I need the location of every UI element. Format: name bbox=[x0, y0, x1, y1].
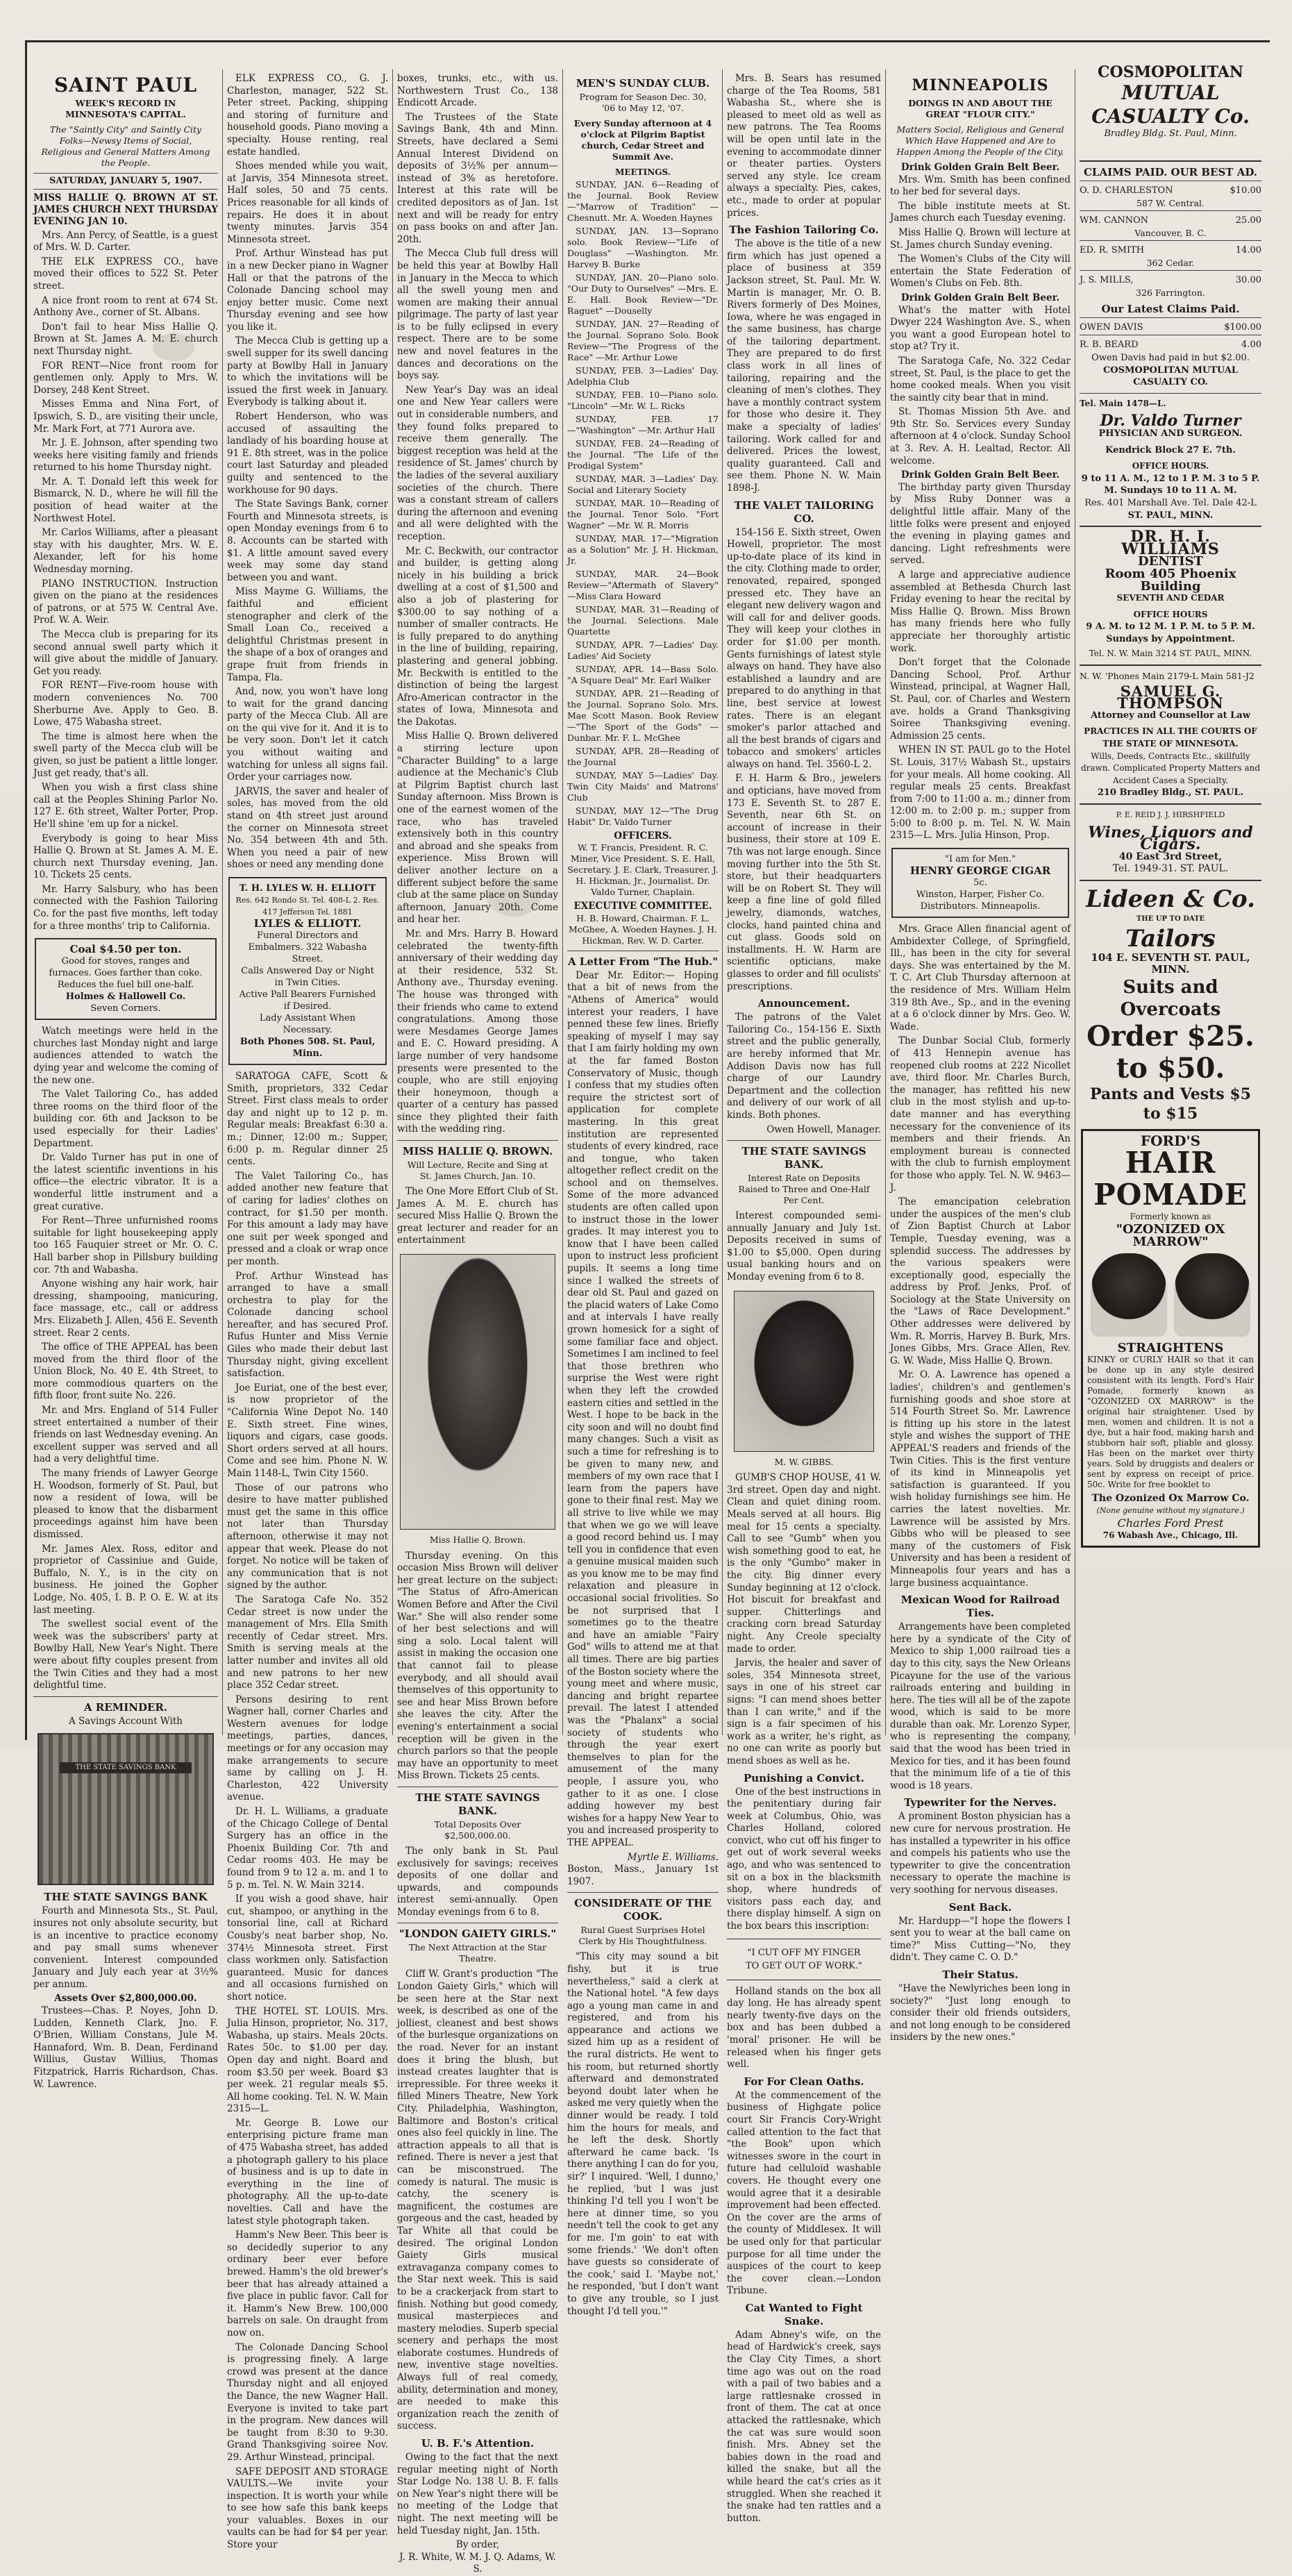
item: Mr. J. E. Johnson, after spending two weeks here visiting family and friends returned to his home Thursday night. bbox=[33, 437, 218, 474]
item: For Rent—Three unfurnished rooms suitable for light housekeeping apply too 165 Fauquier street or Mr. O. C. Hall barber shop in Pillsbury building cor. 7th and Wabasha. bbox=[33, 1215, 218, 1276]
item: boxes, trunks, etc., with us. Northwestern Trust Co., 138 Endicott Arcade. bbox=[397, 73, 558, 109]
claim-name: R. B. BEARD bbox=[1080, 340, 1139, 350]
claim-name: ED. R. SMITH bbox=[1080, 245, 1145, 256]
hours-heading: OFFICE HOURS. bbox=[1132, 461, 1209, 471]
item: WHEN IN ST. PAUL go to the Hotel St. Louis, 317½ Wabash St., upstairs for your meals. All home cooking. All regular meals 25 cents. Breakfast from 7:00 to 11:00 a. m.; dinner from 12:00 m. to 2:00 p. m.; supper from 5:00 to 8:00 p. m. Tel. N. W. Main 2315—L. Mrs. Julia Hinson, Prop. bbox=[890, 744, 1071, 842]
column-three bbox=[397, 73, 558, 2575]
column-rule bbox=[722, 69, 723, 1735]
section-subtext: The "Saintly City" and Saintly City Folks—Newsy Items of Social, Religious and General Matters Among the People. bbox=[41, 124, 210, 168]
section-heading: MINNEAPOLIS bbox=[912, 76, 1049, 94]
program-entry: SUNDAY, MAY 5—Ladies' Day. Twin City Maids' and Matrons' Club bbox=[567, 769, 719, 803]
item: Joe Euriat, one of the best ever, is now proprietor of the "California Wine Depot No. 140 E. Sixth street. Fine wines, liquors and cigars, case goods. Short orders served at all hours. Come and see him. Phone N. W. Main 1148-L, Twin City 1560. bbox=[227, 1382, 388, 1479]
wine-proprietors: P. E. REID J. J. HIRSHFIELD bbox=[1116, 810, 1225, 819]
article-body: Holland stands on the box all day long. He has already spent nearly twenty-five days on the box and has been dubbed a 'moral' prisoner. He will be released when his finger gets well. bbox=[727, 1985, 881, 2071]
item: Mrs. B. Sears has resumed charge of the Tea Rooms, 581 Wabasha St., where she is pleased to meet old as well as new patrons. The Tea Rooms will be open until late in the evening to accommodate dinner or theater parties. Oysters served any style. Ice cream always a specialty. Pies, cakes, etc., made to order at popular prices. bbox=[727, 73, 881, 219]
straightens: STRAIGHTENS bbox=[1117, 1341, 1224, 1356]
item: SAFE DEPOSIT AND STORAGE VAULTS.—We invite your inspection. It is worth your while to see how safe this bank keeps your valuables. Boxes in our vaults can be had for $4 per year. Store your bbox=[227, 2466, 388, 2551]
article-heading: THE STATE SAVINGS BANK. bbox=[415, 1791, 540, 1817]
claim-name: WM. CANNON bbox=[1080, 215, 1149, 226]
hours-sunday: Sundays by Appointment. bbox=[1106, 633, 1235, 644]
article-heading: Punishing a Convict. bbox=[744, 1771, 864, 1784]
divider bbox=[397, 1140, 558, 1141]
latest-claims-heading: Our Latest Claims Paid. bbox=[1101, 303, 1240, 315]
logo-address: Bradley Bldg. St. Paul, Minn. bbox=[1104, 128, 1237, 139]
claim-amount: 30.00 bbox=[1235, 275, 1261, 285]
item: Anyone wishing any hair work, hair dressing, shampooing, manicuring, face massage, etc., call or address Mrs. Elizabeth J. Allen, 456 E. Seventh street. Rear 2 cents. bbox=[33, 1278, 218, 1339]
ad-line: Active Pall Bearers Furnished if Desired. bbox=[239, 989, 376, 1012]
article-subheading: The Next Attraction at the Star Theatre. bbox=[409, 1942, 546, 1964]
article-heading: MISS HALLIE Q. BROWN. bbox=[402, 1145, 553, 1158]
lawyer-services: Wills, Deeds, Contracts Etc., skillfully drawn. Complicated Property Matters and Accident Cases a Specialty. bbox=[1080, 751, 1261, 785]
article-heading: Announcement. bbox=[757, 997, 850, 1010]
dentist-ad bbox=[1080, 526, 1261, 666]
claim-amount: 25.00 bbox=[1235, 215, 1261, 226]
meetings-info: Every Sunday afternoon at 4 o'clock at Pilgrim Baptist church, Cedar Street and Summit Ave. bbox=[573, 118, 712, 162]
logo-line: MUTUAL CASUALTY Co. bbox=[1091, 81, 1250, 128]
article-subheading: Will Lecture, Recite and Sing at St. James Church, Jan. 10. bbox=[407, 1160, 548, 1182]
item: Mr. O. A. Lawrence has opened a ladies', children's and gentlemen's furnishing goods and shoe store at 514 Fourth Street So. Mr. Lawrence is fitting up his store in the latest style and wishes the support of THE APPEAL'S readers and friends of the Twin Cities. This is the first venture of its kind in Minneapolis yet satisfaction is guaranteed. If you wish holiday furnishings see him. He carries the latest novelties. Mr. Lawrence will be assisted by Mrs. Gibbs who will be pleased to see many of the customers of Fisk University and has been a resident of Minneapolis four years and has a large business acquaintance. bbox=[890, 1369, 1071, 1589]
article-subheading: Rural Guest Surprises Hotel Clerk by His Thoughtfulness. bbox=[578, 1925, 707, 1947]
item: Mr. and Mrs. England of 514 Fuller street entertained a number of their friends on last Wednesday evening. An excellent supper was served and all had a very delightful time. bbox=[33, 1405, 218, 1465]
price-line: Order $25. to $50. bbox=[1087, 1019, 1255, 1085]
phone-numbers: N. W. 'Phones Main 2179-L Main 581-J2 bbox=[1080, 671, 1255, 682]
article-body: Mr. Hardupp—"I hope the flowers I sent you to wear at the ball came on time?" Miss Cutting—"No, they didn't. They came C. O. D." bbox=[890, 1915, 1071, 1964]
tailors-tagline: THE UP TO DATE bbox=[1136, 914, 1205, 923]
article-heading: Sent Back. bbox=[948, 1900, 1012, 1914]
item: The Mecca club is preparing for its second annual swell party which it will give about the middle of January. Get you ready. bbox=[33, 629, 218, 677]
claims-note: Owen Davis had paid in but $2.00. bbox=[1091, 353, 1250, 363]
claim-row bbox=[1080, 317, 1261, 335]
cigar-distributors: Distributors. Minneapolis. bbox=[920, 901, 1041, 912]
cigar-ad bbox=[891, 848, 1069, 918]
article-subheading: Interest Rate on Deposits Raised to Three and One-Half Per Cent. bbox=[738, 1173, 870, 1206]
item: PIANO INSTRUCTION. Instruction given on the piano at the residences of patrons, or at 575 W. Central Ave. Prof. W. A. Weir. bbox=[33, 578, 218, 626]
item: FOR RENT—Five-room house with modern conveniences No. 700 Sherburne Ave. Apply to Geo. B. Lowe, 475 Wabasha street. bbox=[33, 680, 218, 728]
program-entry: SUNDAY, APR. 28—Reading of the Journal bbox=[567, 745, 719, 767]
claim-amount: $100.00 bbox=[1224, 322, 1261, 333]
program-entry: SUNDAY, APR. 21—Reading of the Journal. Soprano Solo. Mrs. Mae Scott Mason. Book Review—"The Sport of the Gods" —Dunbar. Mr. F. L. McGhee bbox=[567, 687, 719, 743]
tailors-title: Tailors bbox=[1125, 924, 1216, 953]
claim-address: 362 Cedar. bbox=[1146, 258, 1195, 268]
program-entry: SUNDAY, FEB. 3—Ladies' Day. Adelphia Club bbox=[567, 365, 719, 387]
ad-names: T. H. LYLES W. H. ELLIOTT bbox=[239, 883, 376, 894]
article-body: Interest compounded semi-annually January and July 1st. Deposits received in sums of $1.00 to $5,000. Open during usual banking hours and on Monday evening from 6 to 8. bbox=[727, 1210, 881, 1283]
coal-ad-firm: Holmes & Hallowell Co. bbox=[65, 992, 186, 1003]
item: The time is almost here when the swell party of the Mecca club will be given, so just be patient a little longer. Just get ready, that's all. bbox=[33, 730, 218, 779]
ad-residences: Res. 642 Rondo St. Tel. 408-L 2. Res. 417 Jefferson Tel. 1881 bbox=[235, 896, 380, 917]
program-entry: SUNDAY, MAR. 10—Reading of the Journal. Tenor Solo. "Fort Wagner" —Mr. W. R. Morris bbox=[567, 497, 719, 530]
ad-firm: LYLES & ELLIOTT. bbox=[253, 917, 362, 930]
suits-line: Suits and Overcoats bbox=[1120, 976, 1221, 1020]
item: A large and appreciative audience assembled at Bethesda Church last Friday evening to hear the recital by Miss Hallie Q. Brown. Miss Brown has many friends here who fully appreciate her thoroughly artistic work. bbox=[890, 569, 1071, 654]
claim-row bbox=[1080, 181, 1261, 198]
claim-name: J. S. MILLS, bbox=[1080, 275, 1134, 285]
hours: 9 to 11 A. M., 12 to 1 P. M. 3 to 5 P. M. Sundays 10 to 11 A. M. bbox=[1081, 473, 1260, 496]
cigar-price: 5c. bbox=[973, 878, 987, 889]
article-body: Arrangements have been completed here by a syndicate of the City of Mexico to ship 1,000 railroad ties a day to this city, says the New Orleans Picayune for the use of the various railroads entering and building in here. The ties will all be of the zapote wood, which is said to be more durable than oak. Mr. Lorenzo Syper, who is representing the company, said that the wood has been tried in Mexico for ties, and it has been found that the minimum life of a tie of this wood is 18 years. bbox=[890, 1621, 1071, 1791]
article-body: The patrons of the Valet Tailoring Co., 154-156 E. Sixth street and the public generally, are hereby informed that Mr. Addison Davis now has full charge of our Laundry Department and the collection and delivery of our work of all kinds. Both phones. bbox=[727, 1012, 881, 1121]
hours-heading: OFFICE HOURS bbox=[1133, 609, 1208, 619]
coal-ad-body: Good for stoves, ranges and furnaces. Goes farther than coke. Reduces the fuel bill one-half. bbox=[49, 956, 203, 991]
article-subheading: Program for Season Dec. 30, '06 to May 12, '07. bbox=[579, 92, 707, 113]
program-entry: SUNDAY, APR. 7—Ladies' Day. Ladies' Aid Society bbox=[567, 639, 719, 661]
item: Mr. George B. Lowe our enterprising picture frame man of 475 Wabasha street, has added a photograph gallery to his place of business and is up to date in everything in the line of photography. All the up-to-date novelties. Call and have the latest style photograph taken. bbox=[227, 2117, 388, 2227]
before-portrait bbox=[1091, 1253, 1167, 1337]
logo-line: COSMOPOLITAN bbox=[1098, 63, 1243, 81]
item: Mrs. Ann Percy, of Seattle, is a guest of Mrs. W. D. Carter. bbox=[33, 229, 218, 253]
item: FOR RENT—Nice front room for gentlemen only. Apply to Mrs. W. Dorsey, 248 Kent Street. bbox=[33, 360, 218, 396]
program-entry: SUNDAY, JAN. 20—Piano solo. "Our Duty to Ourselves" —Mrs. E. E. Hall. Book Review—"Dr. Raguet" —Douselly bbox=[567, 271, 719, 316]
photo-caption: Miss Hallie Q. Brown. bbox=[429, 1534, 526, 1546]
item: Prof. Arthur Winstead has arranged to have a small orchestra to play for the Colonade dancing school hereafter, and has secured Prof. Rufus Hunter and Miss Vernie Giles who made their debut last Thursday night, giving excellent satisfaction. bbox=[227, 1270, 388, 1380]
item: And, now, you won't have long to wait for the grand dancing party of the Mecca Club. All are on the qui vive for it. And it is to be very soon. Don't let it catch you without waiting and watching for unless all signs fail. Order your carriages now. bbox=[227, 686, 388, 783]
claim-row bbox=[1080, 270, 1261, 287]
item: The Mecca Club full dress will be held this year at Bowlby Hall in January in the Mecca to which all the swell young men and women are making their annual pilgrimage. The party of last year is to be fully eclipsed in every respect. There are to be some new and novel features in the dances and decorations on the boys say. bbox=[397, 248, 558, 382]
program-entry: SUNDAY, MAR. 31—Reading of the Journal. Selections. Male Quartette bbox=[567, 603, 719, 637]
claim-row bbox=[1080, 240, 1261, 258]
column-ads bbox=[1080, 59, 1261, 1718]
officers-list: W. T. Francis, President. R. C. Miner, Vice President. S. E. Hall, Secretary. J. E. Clark, Treasurer. J. H. Hickman, Jr., Journalist. Dr. Valdo Turner, Chaplain. bbox=[567, 842, 719, 898]
lideen-logo: Lideen & Co. bbox=[1086, 885, 1255, 913]
item: Don't fail to hear Miss Hallie Q. Brown at St. James A. M. E. church next Thursday night. bbox=[33, 321, 218, 357]
item: The many friends of Lawyer George H. Woodson, formerly of St. Paul, but now a resident of Iowa, will be pleased to know that the disbarment proceedings against him have been dismissed. bbox=[33, 1468, 218, 1540]
article-heading: Cat Wanted to Fight Snake. bbox=[745, 2301, 863, 2327]
item: The emancipation celebration under the auspices of the men's club of Zion Baptist Church at Labor Temple, Tuesday evening, was a splendid success. The addresses by the various speakers were exceptionally good, especially the address by Prof. Jenks, Prof. of Sociology at the State University on the "Laws of Race Development." Other addresses were delivered by Wm. R. Morris, Harvey B. Burk, Mrs. Jones Gibbs, Mrs. Grace Allen, Rev. G. W. Wade, Miss Hallie Q. Brown. bbox=[890, 1196, 1071, 1366]
item: Don't forget that the Colonade Dancing School, Prof. Arthur Winstead, principal, at Wagner Hall, St. Paul, cor. of Charles and Western ave. holds a Grand Thanksgiving Soiree Thanksgiving evening. Admission 25 cents. bbox=[890, 657, 1071, 742]
article-body: The One More Effort Club of St. James A. M. E. church has secured Miss Hallie Q. Brown the great lecturer and reader for an entertainment bbox=[397, 1186, 558, 1246]
article-body: The above is the title of a new firm which has just opened a place of business at 359 Jackson street, St. Paul. Mr. W. Martin is manager, Mr. O. B. Rivers formerly of Des Moines, Iowa, where he was engaged in the same business, has charge of the tailoring department. They are prepared to do first class work in all lines of tailoring, repairing and the cleaning of men's clothes. They have a monthly contract system for those who desire it. They make a specialty of ladies' tailoring. Work called for and delivered. Prices the lowest, quality guaranteed. Call and see them. Phone N. W. Main 1898-J. bbox=[727, 238, 881, 494]
hours: 9 A. M. to 12 M. 1 P. M. to 5 P. M. bbox=[1086, 621, 1255, 633]
column-rule bbox=[222, 69, 223, 1735]
item: The Valet Tailoring Co., has added three rooms on the third floor of the building cor. 6th and Jackson to be used especially for their Ladies' Department. bbox=[33, 1089, 218, 1149]
claims-heading: CLAIMS PAID. OUR BEST AD. bbox=[1083, 166, 1258, 178]
article-body: A prominent Boston physician has a new cure for nervous prostration. He has installed a typewriter in his office and compels his patients who use the typewriter to give the concentration necessary to operate the machine is very soothing for nervous diseases. bbox=[890, 1811, 1071, 1896]
item: Mr. A. T. Donald left this week for Bismarck, N. D., where he will fill the position of head waiter at the Northwest Hotel. bbox=[33, 476, 218, 524]
column-minneapolis bbox=[890, 73, 1071, 2043]
item: The birthday party given Thursday by Miss Ruby Donner was a delightful little affair. Many of the little folks were present and enjoyed the evening in playing games and dancing. Light refreshments were served. bbox=[890, 481, 1071, 567]
product: HAIR POMADE bbox=[1093, 1146, 1248, 1212]
company: The Ozonized Ox Marrow Co. bbox=[1091, 1492, 1250, 1504]
lawyer-name: SAMUEL G. THOMPSON bbox=[1117, 682, 1224, 712]
column-four bbox=[567, 73, 719, 2317]
exec-heading: EXECUTIVE COMMITTEE. bbox=[573, 901, 712, 912]
item: New Year's Day was an ideal one and New Year callers were out in considerable numbers, and they found folks prepared to receive them generally. The biggest reception was held at the residence of St. James' church by the ladies of the several auxiliary societies of the church. There was a constant stream of callers during the afternoon and evening and all were delighted with the reception. bbox=[397, 384, 558, 542]
residence: Res. 401 Marshall Ave. Tel. Dale 42-L bbox=[1084, 497, 1257, 508]
item: The Saratoga Cafe No. 352 Cedar street is now under the management of Mrs. Ella Smith recently of Cedar street. Mrs. Smith is serving meals at the latter number and invites all old and new patrons to her new place 352 Cedar street. bbox=[227, 1594, 388, 1691]
article-body: At the commencement of the business of Highgate police court Sir Francis Cory-Wright called attention to the fact that "the Book" upon which witnesses swore in the court in future had celluloid washable covers. He thought every one would agree that it a desirable improvement had been effected. On the cover are the arms of the county of Middlesex. It will be used only for that particular purpose for all time under the auspices of the court to keep the cover clean.—London Tribune. bbox=[727, 2089, 881, 2297]
program-entry: SUNDAY, MAR. 3—Ladies' Day. Social and Literary Society bbox=[567, 473, 719, 495]
claim-row bbox=[1080, 335, 1261, 352]
officers-heading: OFFICERS. bbox=[614, 830, 672, 842]
article-heading: THE STATE SAVINGS BANK. bbox=[741, 1145, 866, 1171]
item: The Trustees of the State Savings Bank, 4th and Minn. Streets, have declared a Semi Annual Interest Dividend on deposits of 3½% per annum—instead of 3% as heretofore. Interest at this rate will be credited depositors as of Jan. 1st next and will be ready for entry on pass books on and after Jan. 20th. bbox=[397, 111, 558, 245]
claim-address: Vancouver, B. C. bbox=[1134, 228, 1207, 238]
article-heading: CONSIDERATE OF THE COOK. bbox=[574, 1897, 712, 1923]
inscription-line: "I CUT OFF MY FINGER bbox=[747, 1947, 861, 1958]
lawyer-practice: PRACTICES IN ALL THE COURTS OF THE STATE OF MINNESOTA. bbox=[1084, 726, 1257, 749]
item: St. Thomas Mission 5th Ave. and 9th Str. So. Services every Sunday afternoon at 4 o'clock. Sunday School at 3. Rev. A. H. Lealtad, Rector. All welcome. bbox=[890, 406, 1071, 467]
item: Misses Emma and Nina Fort, of Ipswich, S. D., are visiting their uncle, Mr. Mark Fort, at 771 Aurora ave. bbox=[33, 399, 218, 435]
coal-ad-address: Seven Corners. bbox=[90, 1003, 161, 1014]
item: The Dunbar Social Club, formerly of 413 Hennepin avenue has reopened club rooms at 222 Nicollet ave, third floor. Mr. Charles Burch, the manager, has refitted his new club in the most stylish and up-to-date manner and has everything necessary for the convenience of its members and their friends. An employment bureau is connected with the club to furnish employment for those who apply. Tel. N. W. 9463—J. bbox=[890, 1035, 1071, 1194]
item: The Valet Tailoring Co., has added another new feature that of caring for ladies' clothes on contract, for $1.50 per month. For this amount a lady may have one suit per week sponged and pressed and a cloak or wrap once per month. bbox=[227, 1170, 388, 1267]
section-subheading: WEEK'S RECORD IN MINNESOTA'S CAPITAL. bbox=[65, 98, 186, 119]
meetings-heading: MEETINGS. bbox=[615, 167, 671, 177]
item: The State Savings Bank, corner Fourth and Minnesota streets, is open Monday evenings from 6 to 8. Accounts can be started with $1. A little amount saved every week may some day stand between you and want. bbox=[227, 499, 388, 583]
article-heading: Their Status. bbox=[942, 1968, 1018, 1981]
divider bbox=[567, 1892, 719, 1893]
portrait-photo bbox=[734, 1291, 874, 1452]
item: The swellest social event of the week was the subscribers' party at Bowlby Hall, New Year's Night. There were about fifty couples present from the Twin Cities and they had a most delightful time. bbox=[33, 1619, 218, 1691]
claim-address: 587 W. Central. bbox=[1136, 198, 1205, 208]
lyles-elliott-ad bbox=[228, 877, 387, 1065]
article-body: Adam Abney's wife, on the head of Hardwick's creek, says the Clay City Times, a short time ago was out on the road with a pail of two babies and a large rattlesnake crossed in front of them. The cat at once attacked the rattlesnake, which the cat was sure would soon finish. Mrs. Abney set the babies down in the road and killed the snake, but all the while heard the cat's cries as it struggled. When she reached it the snake had ten rattles and a button. bbox=[727, 2329, 881, 2524]
signoff: By order, bbox=[455, 2539, 500, 2551]
article-body: One of the best instructions in the penitentiary during fair week at Columbus, Ohio, was Charles Holland, colored convict, who cut off his finger to get out of work several weeks ago, and who was sentenced to sit on a box in the blacksmith shop, where hundreds of visitors pass each day, and there display himself. A sign on the box bears this inscription: bbox=[727, 1786, 881, 1932]
article-heading: The Fashion Tailoring Co. bbox=[729, 224, 879, 237]
lawyer-address: 210 Bradley Bldg., ST. PAUL. bbox=[1097, 787, 1244, 798]
item: Persons desiring to rent Wagner hall, corner Charles and Western avenues for lodge meetings, parties, dances, meetings or for any occasion may make arrangements to secure same by calling on J. H. Charleston, 422 University avenue. bbox=[227, 1693, 388, 1803]
signature: Owen Howell, Manager. bbox=[766, 1123, 881, 1135]
dentist-name: DR. H. I. WILLIAMS bbox=[1121, 528, 1220, 558]
claim-name: O. D. CHARLESTON bbox=[1080, 185, 1173, 196]
old-name: "OZONIZED OX MARROW" bbox=[1116, 1221, 1225, 1249]
article-body: Dear Mr. Editor:— Hoping that a bit of news from the "Athens of America" would interest your readers, I have penned these few lines. Briefly speaking of myself I may say that I am fairly holding my own at the far famed Boston Conservatory of Music, though I confess that my studies often require the strictest sort of application for complete mastering. In this great institution are represented students of every kindred, race and tongue, who taken altogether reflect credit on the school and on themselves. Some of the more advanced students are often called upon to instruct those in the lower grades. It may interest you to know that I have been called upon to instruct less proficient pupils. It seems a long time since I walked the streets of dear old St. Paul and gazed on the placid waters of Lake Como and at intervals I have really grown homesick for a sight of some familiar face and object. Sometimes I am inclined to feel that those brethren who surprise the West were right when they left the crowded eastern cities and settled in the West. I hope to be back in the city soon and will no doubt find many changes. Such a visit as such a time for refreshing is to be given to many new, and members of my own race that I learn from the papers have gone to their final rest. May we all strive to live while we may that when we go we will leave a good record behind us. I may tell you in confidence that even a genuine musical maiden such as you know me to be may find relaxation and pleasure in occasional social frivolities. So be not surprised that I sometimes go to the theatre and have an amiable "Fairy God" wills to attend me at that all times. There are big parties of the Boston society where the young meet and where music, dancing and bright repartee prevail. The latest I attended was the "Phalanx" a social society of students who through the year exert themselves to plan for the amusement of the many people, I assure you, who gather to it as one. I close adding however my best wishes for a happy New Year to you and increased prosperity to THE APPEAL. bbox=[567, 969, 719, 1848]
beer-ad: Drink Golden Grain Belt Beer. bbox=[900, 469, 1060, 481]
program-entry: SUNDAY, MAR. 24—Book Review—"Aftermath of Slavery" —Miss Clara Howard bbox=[567, 568, 719, 601]
article-body: "Have the Newlyriches been long in society?" "Just long enough to consider their old friends outsiders, and not long enough to be considered insiders by the new ones." bbox=[890, 1982, 1071, 2043]
dentist-street: SEVENTH AND CEDAR bbox=[1116, 593, 1225, 603]
fords-pomade-ad bbox=[1081, 1129, 1260, 1548]
item: If you wish a good shave, hair cut, shampoo, or anything in the tonsorial line, call at Richard Cousby's neat barber shop, No. 374½ Minnesota street. First class workmen only. Satisfaction guaranteed. Music for dances and all occasions furnished on short notice. bbox=[227, 1893, 388, 2002]
item: Dr. Valdo Turner has put in one of the latest scientific inventions in his office—the electric vibrator. It is a wonderful little instrument and a great curative. bbox=[33, 1152, 218, 1212]
divider bbox=[1080, 393, 1261, 394]
program-entry: SUNDAY, FEB. 10—Piano solo. "Lincoln" —Mr. W. L. Ricks bbox=[567, 389, 719, 411]
cosmopolitan-logo bbox=[1080, 63, 1261, 162]
latest-claims-list bbox=[1080, 317, 1261, 352]
city: ST. PAUL, MINN. bbox=[1127, 510, 1214, 521]
item: Jarvis, the healer and saver of soles, 354 Minnesota street, says in one of his street car signs: "I can mend shoes better than I can write," and if the sign is a fair specimen of his work as a writer, he's right, as no one can write as poorly but mend shoes as well as he. bbox=[727, 1657, 881, 1766]
article-body: Cliff W. Grant's production "The London Gaiety Girls," which will be seen here at the Star next week, is described as one of the jolliest, cleanest and best shows of the burlesque organizations on the road. Never for an instant does it bring the blush, but instead creates laughter that is irrepressible. For three weeks it filled Miners Theatre, New York City. Philadelphia, Washington, Baltimore and Boston's critical ones also feel quickly in line. The attraction appeals to all that is refined. There is never a jest that can be misconstrued. The comedy is natural. The music is catchy, the scenery is magnificent, the costumes are gorgeous and the cast, headed by Tar White all that could be desired. The original London Gaiety Girls musical extravaganza company comes to the Star next week. This is said to be a crackerjack from start to finish. Nothing but good comedy, musical masterpieces and mastery melodies. Superb special scenery and perhaps the most elaborate costumes. Hundreds of new, inventive stage novelties. Always full of real comedy, ability, determination and money, are needed to make this organization reach the zenith of success. bbox=[397, 1968, 558, 2432]
article-heading: U. B. F.'s Attention. bbox=[421, 2437, 535, 2450]
column-two bbox=[227, 73, 388, 2551]
item: JARVIS, the saver and healer of soles, has moved from the old stand on 4th street just around the corner on Minnesota street No. 354 between 4th and 5th. When you need a pair of new shoes or need any mending done bbox=[227, 785, 388, 871]
bank-name: THE STATE SAVINGS BANK bbox=[44, 1891, 208, 1904]
item: GUMB'S CHOP HOUSE, 41 W. 3rd street. Open day and night. Clean and quiet dining room. Meals served at all hours. Big meal for 15 cents a specialty. Call to see "Gumb" when you wish something good to eat, he is the only "Gumbo" maker in the city. Big dinner every Sunday beginning at 12 o'clock. Hot biscuit for breakfast and supper. Chitterlings and cracking corn bread Saturday night. Any Creole specialty made to order. bbox=[727, 1472, 881, 1655]
doctor-title: PHYSICIAN AND SURGEON. bbox=[1098, 428, 1243, 439]
article-body: 154-156 E. Sixth street, Owen Howell, proprietor. The most up-to-date place of its kind in the city. Clothing made to order, renovated, repaired, sponged pressed etc. They have an elegant new delivery wagon and will call for and deliver goods. They will keep your clothes in order for $1.00 per month. Gents furnishings of latest style always on hand. They have also established a laundry and are prepared to do anything in that line, best service at lowest rates. There is an elegant smoker's parlor attached and all the best brands of cigars and tobacco and smokers' articles always on hand. Tel. 3560-L 2. bbox=[727, 526, 881, 770]
signature: Myrtle E. Williams. bbox=[627, 1851, 719, 1863]
pants-line: Pants and Vests $5 to $15 bbox=[1090, 1085, 1251, 1123]
note: (None genuine without my signature.) bbox=[1096, 1506, 1245, 1516]
column-rule bbox=[562, 69, 563, 1735]
item: Miss Mayme G. Williams, the faithful and efficient stenographer and clerk of the Small Loan Co., received a delightful Christmas present in the shape of a box of oranges and grape fruit from friends in Tampa, Fla. bbox=[227, 586, 388, 683]
claim-address: 326 Farrington. bbox=[1136, 287, 1205, 298]
wine-address: 40 East 3rd Street, bbox=[1118, 851, 1223, 862]
item: Mr. and Mrs. Harry B. Howard celebrated the twenty-fifth anniversary of their wedding day at their residence, 532 St. Anthony ave., Thursday evening. The house was thronged with their friends who came to extend congratulations. Among those were Mesdames George James and E. C. Howard presiding. A large number of very handsome presents were presented to the couple, who are still enjoying their honeymoon, though a quarter of a century has passed since they plighted their faith with the wedding ring. bbox=[397, 928, 558, 1135]
signoff-names: J. R. White, W. M. J. Q. Adams, W. S. bbox=[399, 2551, 556, 2575]
item: The Colonade Dancing School is progressing finely. A large crowd was present at the dance Thursday night and all enjoyed the Dance, the new Wagner Hall. Everyone is invited to take part in the program. New dances will be taught from 8:30 to 9:30. Grand Thanksgiving soiree Nov. 29. Arthur Winstead, principal. bbox=[227, 2341, 388, 2463]
item: SARATOGA CAFE, Scott & Smith, proprietors, 332 Cedar Street. First class meals to order day and night up to 12 p. m. Regular meals: Breakfast 6:30 a. m.; Dinner, 12:00 m.; Supper, 6:00 p. m. Regular dinner 25 cents. bbox=[227, 1071, 388, 1168]
bank-building-illustration bbox=[37, 1733, 214, 1885]
claims-footer: COSMOPOLITAN MUTUAL CASUALTY CO. bbox=[1102, 365, 1239, 388]
ad-phones: Both Phones 508. St. Paul, Minn. bbox=[240, 1037, 376, 1059]
section-subheading: DOINGS IN AND ABOUT THE GREAT "FLOUR CITY." bbox=[908, 98, 1052, 119]
ad-line: Calls Answered Day or Night in Twin Cities. bbox=[241, 966, 374, 988]
item: Mr. Carlos Williams, after a pleasant stay with his daughter, Mrs. W. E. Alexander, left for his home Wednesday morning. bbox=[33, 527, 218, 576]
dateline: Boston, Mass., January 1st 1907. bbox=[567, 1864, 719, 1887]
item: A nice front room to rent at 674 St. Anthony Ave., corner of St. Albans. bbox=[33, 294, 218, 319]
article-body: "This city may sound a bit fishy, but it is true nevertheless," said a clerk at the National hotel. "A few days ago a young man came in and registered, and from his appearance and actions we sized him up as a resident of the rural districts. He went to his room, but returned shortly afterward and demonstrated beyond doubt later when he asked me very quietly when the dinner would be ready. I told him the hours for meals, and he left the desk. Shortly afterward he came back. 'Is there anything I can do for you, sir?' I inquired. 'Well, I dunno,' he replied, 'but I was just thinking I'd tell you I won't be here at dinner time, so you needn't tell the cook to get any for me. I'm goin' to eat with some friends.' 'We don't often have guests so considerate of the cook,' said I. 'Maybe not,' he responded, 'but I don't want to give any trouble, so I just thought I'd tell you.'" bbox=[567, 1951, 719, 2317]
article-heading: Typewriter for the Nerves. bbox=[904, 1796, 1057, 1809]
claim-row bbox=[1080, 210, 1261, 228]
beer-ad: Drink Golden Grain Belt Beer. bbox=[900, 292, 1060, 303]
item: When you wish a first class shine call at the Peoples Shining Parlor No. 127 E. 6th street, Walter Porter, Prop. He'll shine 'em up for a nickel. bbox=[33, 782, 218, 830]
bank-body: Fourth and Minnesota Sts., St. Paul, insures not only absolute security, but is an incentive to practice economy and pay small sums whenever convenient. Interest compounded January and July each year at 3½% per annum. bbox=[33, 1905, 218, 1990]
beer-ad: Drink Golden Grain Belt Beer. bbox=[900, 162, 1060, 173]
program-entry: SUNDAY, JAN. 27—Reading of the Journal. Soprano Solo. Book Review—"The Progress of the Race" —Mr. Arthur Lowe bbox=[567, 318, 719, 362]
article-heading: "LONDON GAIETY GIRLS." bbox=[398, 1927, 557, 1941]
item: What's the matter with Hotel Dwyer 224 Washington Ave. S., when you want a good European hotel to stop at? Try it. bbox=[890, 304, 1071, 353]
claim-amount: 14.00 bbox=[1235, 245, 1261, 256]
after-portrait bbox=[1174, 1253, 1250, 1337]
exec-list: H. B. Howard, Chairman. F. L. McGhee, A. Woeden Haynes. J. H. Hickman, Rev. W. D. Carter. bbox=[569, 912, 717, 946]
article-heading: THE VALET TAILORING CO. bbox=[734, 499, 874, 525]
item: Dr. H. L. Williams, a graduate of the Chicago College of Dental Surgery has an office in the Phoenix Building Cor. 7th and Cedar rooms 403. He may be found from 9 to 12 a. m. and 1 to 5 p. m. Tel. N. W. Main 3214. bbox=[227, 1806, 388, 1891]
article-body: The only bank in St. Paul exclusively for savings; receives deposits of one dollar and upwards, and compounds interest semi-annually. Open Monday evenings from 6 to 8. bbox=[397, 1845, 558, 1918]
item: The office of THE APPEAL has been moved from the third floor of the Union Block, No. 40 E. 4th Street, to more commodious quarters on the fifth floor, front suite No. 226. bbox=[33, 1341, 218, 1402]
dentist-room: Room 405 Phoenix Building bbox=[1105, 566, 1236, 594]
column-saint-paul bbox=[33, 73, 218, 2090]
cigar-slogan: "I am for Men." bbox=[945, 854, 1016, 865]
ad-line: Funeral Directors and Embalmers. 322 Wabasha Street. bbox=[248, 930, 367, 964]
formerly: Formerly known as bbox=[1130, 1212, 1211, 1222]
item: Those of our patrons who desire to have matter published must get the same in this office not later than Thursday afternoon, otherwise it may not appear that week. Please do not forget. No notice will be taken of any communication that is not signed by the author. bbox=[227, 1482, 388, 1591]
cigar-brand: HENRY GEORGE CIGAR bbox=[909, 864, 1051, 878]
claim-amount: $10.00 bbox=[1230, 185, 1261, 196]
section-subtext: Matters Social, Religious and General Which Have Happened and Are to Happen Among the People of the City. bbox=[896, 124, 1064, 157]
item: Mrs. Wm. Smith has been confined to her bed for several days. bbox=[890, 174, 1071, 198]
program-entry: SUNDAY, APR. 14—Bass Solo. "A Square Deal" Mr. Earl Walker bbox=[567, 663, 719, 685]
item: Shoes mended while you wait, at Jarvis, 354 Minnesota street. Half soles, 50 and 75 cents. Prices reasonable for all kinds of repairs. He does it in about twenty minutes. Jarvis 354 Minnesota street. bbox=[227, 160, 388, 245]
divider bbox=[727, 1140, 881, 1141]
program-entry: SUNDAY, JAN. 13—Soprano solo. Book Review—"Life of Douglass" —Washington. Mr. Harvey B. Burke bbox=[567, 225, 719, 269]
program-entry: SUNDAY, MAY 12—"The Drug Habit" Dr. Valdo Turner bbox=[567, 805, 719, 827]
item: Watch meetings were held in the churches last Monday night and large audiences attended to watch the dying year and welcome the coming of the new one. bbox=[33, 1026, 218, 1086]
bank-sign: THE STATE SAVINGS BANK bbox=[60, 1762, 192, 1773]
item: Mr. James Alex. Ross, editor and proprietor of Cassiniue and Guide, Buffalo, N. Y., is in the city on business. He joined the Gopher Lodge, No. 405, I. B. P. O. E. W. at its last meeting. bbox=[33, 1543, 218, 1616]
photo-caption: M. W. GIBBS. bbox=[774, 1456, 834, 1467]
program-entry: SUNDAY, FEB. 17—"Washington" —Mr. Arthur Hall bbox=[567, 413, 719, 435]
claim-amount: 4.00 bbox=[1241, 340, 1261, 350]
lideen-address: 104 E. SEVENTH ST. PAUL, MINN. bbox=[1091, 951, 1250, 976]
cigar-firm: Winston, Harper, Fisher Co. bbox=[916, 889, 1045, 901]
claims-list bbox=[1080, 181, 1261, 299]
column-rule bbox=[885, 69, 886, 1735]
item: Everybody is going to hear Miss Hallie Q. Brown at St. James A. M. E. church next Thursday evening, Jan. 10. Tickets 25 cents. bbox=[33, 833, 218, 881]
program-entry: SUNDAY, FEB. 24—Reading of the Journal. "The Life of the Prodigal System" bbox=[567, 437, 719, 471]
article-body: Owing to the fact that the next regular meeting night of North Star Lodge No. 138 U. B. F. falls on New Year's night there will be no meeting of the Lodge that night. The next meeting will be held Tuesday night, Jan. 15th. bbox=[397, 2452, 558, 2536]
article-subheading: Total Deposits Over $2,500,000.00. bbox=[434, 1818, 521, 1841]
article-heading: Mexican Wood for Railroad Ties. bbox=[900, 1594, 1060, 1620]
article-heading: MEN'S SUNDAY CLUB. bbox=[576, 77, 710, 90]
item: Mr. Harry Salsbury, who has been connected with the Fashion Tailoring Co. for the past five months, left today for a three months' trip to California. bbox=[33, 883, 218, 932]
item: Robert Henderson, who was accused of assaulting the landlady of his boarding house at 91 E. 8th street, was in the police court last Saturday and pleaded guilty and sentenced to the workhouse for 90 days. bbox=[227, 411, 388, 496]
coal-ad-title: Coal $4.50 per ton. bbox=[69, 943, 182, 956]
item: The Women's Clubs of the City will entertain the State Federation of Women's Clubs on Feb. 8th. bbox=[890, 253, 1071, 290]
coal-ad bbox=[35, 938, 217, 1020]
phone-number: Tel. Main 1478—L. bbox=[1080, 398, 1166, 408]
item: The Saratoga Cafe, No. 322 Cedar street, St. Paul, is the place to get the home cooked meals. When you visit the saintly city bear that in mind. bbox=[890, 355, 1071, 403]
pomade-body: KINKY or CURLY HAIR so that it can be done up in any style desired consistent with its length. Ford's Hair Pomade, formerly known as "OZONIZED OX MARROW" is the original hair straightener. Used by men, women and children. It is not a dye, but a hair food, making harsh and stubborn hair soft, pliable and glossy. Has been on the market over thirty years. Sold by druggists and dealers or sent by express on receipt of price. 50c. Write for free booklet to bbox=[1087, 1354, 1254, 1489]
doctor-address: Kendrick Block 27 E. 7th. bbox=[1105, 444, 1236, 455]
item: The Mecca Club is getting up a swell supper for its swell dancing party at Bowlby Hall in January to which the invitations will be issued the first week in January. Everybody is talking about it. bbox=[227, 335, 388, 408]
program-entry: SUNDAY, JAN. 6—Reading of the Journal. Book Review—"Marrow of Tradition" —Chesnutt. Mr. A. Woeden Haynes bbox=[567, 178, 719, 223]
dentist-title: DENTIST bbox=[1138, 554, 1203, 569]
item: Mrs. Grace Allen financial agent of Ambidexter College, of Springfield, Ill., has been in the city for several days. She was entertained by the M. T. C. Art Club Thursday afternoon at the residence of Mrs. William Helm 319 8th Ave., Sp., and in the evening at a 6 o'clock dinner by Mrs. Geo. W. Wade. bbox=[890, 923, 1071, 1032]
program-entry: SUNDAY, MAR. 17—"Migration as a Solution" Mr. J. H. Hickman, Jr. bbox=[567, 533, 719, 566]
signature: Charles Ford Prest bbox=[1117, 1516, 1224, 1530]
item: Miss Hallie Q. Brown will lecture at St. James church Sunday evening. bbox=[890, 226, 1071, 251]
item: ELK EXPRESS CO., G. J. Charleston, manager, 522 St. Peter street. Packing, shipping and storing of furniture and household goods. Piano moving a specialty. House renting, real estate handled. bbox=[227, 73, 388, 158]
item: Mr. C. Beckwith, our contractor and builder, is getting along nicely in his building a brick dwelling at a cost of $1,500 and also a job of plastering for $300.00 to say nothing of a number of smaller contracts. He is fully prepared to do anything in the line of building, repairing, plastering and general jobbing. Mr. Beckwith is entitled to the distinction of being the largest Afro-American contractor in the states of Iowa, Minnesota and the Dakotas. bbox=[397, 545, 558, 728]
item: THE HOTEL ST. LOUIS. Mrs. Julia Hinson, proprietor, No. 317, Wabasha, up stairs. Meals 20cts. Rates 50c. to $1.00 per day. Open day and night. Board and room $3.50 per week. Board $3 per week. 21 regular meals $5. All home cooking. Tel. N. W. Main 2315—L. bbox=[227, 2005, 388, 2115]
column-rule bbox=[392, 69, 393, 1735]
reminder-sub: A Savings Account With bbox=[68, 1715, 183, 1727]
ad-line: Lady Assistant When Necessary. bbox=[259, 1013, 356, 1035]
portraits bbox=[1087, 1253, 1254, 1337]
sign-inscription bbox=[727, 1939, 881, 1980]
item: Hamm's New Beer. This beer is so decidedly superior to any ordinary beer ever before brewed. Hamm's the old brewer's beer that has already attained a five place in public favor. Call for it. Hamm's New Brew. 100,000 barrels on sale. On draught from now on. bbox=[227, 2230, 388, 2339]
company-address: 76 Wabash Ave., Chicago, Ill. bbox=[1102, 1530, 1239, 1540]
article-heading: For For Clean Oaths. bbox=[744, 2075, 864, 2088]
article-heading: A Letter From "The Hub." bbox=[567, 955, 719, 968]
item: Prof. Arthur Winstead has put in a new Decker piano in Wagner Hall or that the patrons of the Colonade Dancing school may enjoy better music. Come next Thursday evening and see how you like it. bbox=[227, 248, 388, 333]
dentist-tel: Tel. N. W. Main 3214 ST. PAUL, MINN. bbox=[1089, 649, 1252, 659]
wine-tel: Tel. 1949-31. ST. PAUL. bbox=[1112, 863, 1229, 875]
lawyer-title: Attorney and Counsellor at Law bbox=[1091, 710, 1250, 721]
notice-heading: MISS HALLIE Q. BROWN AT ST. JAMES CHURCH NEXT THURSDAY EVENING JAN 10. bbox=[33, 192, 218, 227]
reminder-heading: A REMINDER. bbox=[83, 1700, 168, 1714]
wine-title: Wines, Liquors and Cigars. bbox=[1088, 823, 1253, 854]
bank-assets: Assets Over $2,800,000.00. bbox=[54, 1993, 197, 2005]
item: The bible institute meets at St. James church each Tuesday evening. bbox=[890, 200, 1071, 224]
doctor-name: Dr. Valdo Turner bbox=[1100, 412, 1241, 430]
inscription-line: TO GET OUT OF WORK." bbox=[746, 1960, 862, 1971]
article-body: Thursday evening. On this occasion Miss Brown will deliver her great lecture on the subject: "The Status of Afro-American Women Before and After the Civil War." She will also render some of her best selections and will sing a solo. Local talent will assist in making the occasion one that cannot fail to please everybody, and all should avail themselves of this opportunity to see and hear Miss Brown before she leaves the city. After the evening's entertainment a social reception will be given in the church parlors so that the people may have an opportunity to meet Miss Brown. Tickets 25 cents. bbox=[397, 1550, 558, 1782]
brand: FORD'S bbox=[1140, 1132, 1201, 1149]
item: F. H. Harm & Bro., jewelers and opticians, have moved from 173 E. Seventh St. to 287 E. Seventh, near 6th St. on account of increase in their business, their store at 109 E. 7th was not large enough. Since moving further into the 5th St. store, but their headquarters will be on Robert St. They will keep a fine line of gold filled jewelry, diamonds, watches, clocks, hand painted china and cut glass. Goods sold on installments. H. W. Harm are scientific opticians, make glasses to order and fill oculists' prescriptions. bbox=[727, 773, 881, 992]
divider bbox=[33, 1696, 218, 1697]
portrait-photo bbox=[400, 1254, 555, 1530]
section-heading: SAINT PAUL bbox=[53, 74, 198, 97]
issue-date: SATURDAY, JANUARY 5, 1907. bbox=[33, 173, 218, 190]
item: THE ELK EXPRESS CO., have moved their offices to 522 St. Peter street. bbox=[33, 256, 218, 292]
wine-ad bbox=[1080, 803, 1261, 881]
claim-name: OWEN DAVIS bbox=[1080, 322, 1143, 333]
column-five bbox=[727, 73, 881, 2524]
program-list bbox=[567, 179, 719, 828]
bank-trustees: Trustees—Chas. P. Noyes, John D. Ludden, Kenneth Clark, Jno. F. O'Brien, William Constans, Jule M. Hannaford, Wm. B. Dean, Ferdinand Willius, Gustav Willius, Thomas Fitzpatrick, Harris Richardson, Chas. W. Lawrence. bbox=[33, 2005, 218, 2090]
item: Miss Hallie Q. Brown delivered a stirring lecture upon "Character Building" to a large audience at the Mechanic's Club at Pilgrim Baptist church last Sunday afternoon. Miss Brown is one of the earnest women of the race, who has traveled extensively both in this country and abroad and she speaks from experience. Miss Brown will deliver another lecture on a different subject before the same club at the same place on Sunday afternoon, January 20th. Come and hear her. bbox=[397, 730, 558, 926]
